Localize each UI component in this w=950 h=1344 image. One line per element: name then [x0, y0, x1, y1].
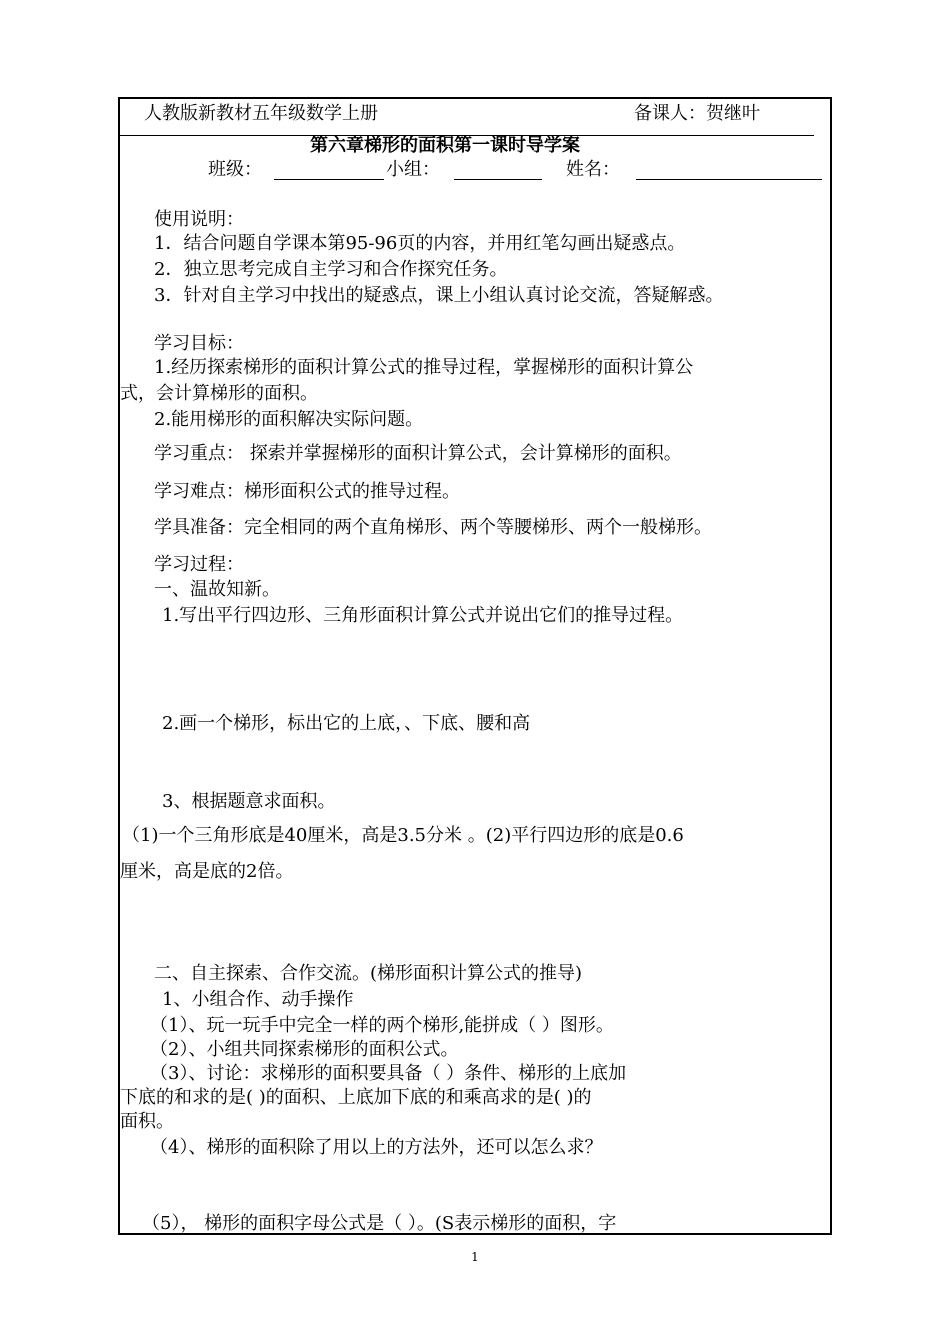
header-left: 人教版新教材五年级数学上册: [144, 103, 378, 124]
usage-item-1: 1．结合问题自学课本第95-96页的内容，并用红笔勾画出疑惑点。: [154, 233, 686, 254]
page-number: 1: [471, 1250, 479, 1264]
goal-2: 2.能用梯形的面积解决实际问题。: [154, 409, 424, 430]
goal-1-line-1: 1.经历探索梯形的面积计算公式的推导过程，掌握梯形的面积计算公: [154, 357, 694, 378]
step-4: （4）、梯形的面积除了用以上的方法外，还可以怎么求？: [150, 1137, 603, 1158]
step-5: （5）， 梯形的面积字母公式是（ ）。(S表示梯形的面积，字: [142, 1213, 617, 1234]
header-right: 备课人：贺继叶: [634, 103, 760, 124]
tools: 学具准备：完全相同的两个直角梯形、两个等腰梯形、两个一般梯形。: [154, 517, 712, 538]
question-1: 1.写出平行四边形、三角形面积计算公式并说出它们的推导过程。: [162, 605, 684, 626]
name-blank[interactable]: [636, 161, 822, 180]
part-2-heading: 二、自主探索、合作交流。(梯形面积计算公式的推导): [154, 963, 583, 984]
part-1-heading: 一、温故知新。: [154, 579, 280, 600]
part-2-sub-1: 1、小组合作、动手操作: [162, 989, 354, 1010]
goals-heading: 学习目标：: [154, 333, 244, 354]
question-2: 2.画一个梯形，标出它的上底，、下底、腰和高: [162, 713, 531, 734]
group-label: 小组：: [386, 159, 440, 180]
step-3-line-2: 下底的和求的是( )的面积、上底加下底的和乘高求的是( )的: [120, 1087, 592, 1108]
worksheet-frame: [118, 97, 832, 1235]
goal-1-line-2: 式，会计算梯形的面积。: [120, 383, 318, 404]
page-title: 第六章梯形的面积第一课时导学案: [310, 135, 580, 156]
class-blank[interactable]: [274, 161, 384, 180]
usage-item-3: 3．针对自主学习中找出的疑惑点，课上小组认真讨论交流，答疑解惑。: [154, 285, 724, 306]
difficulty: 学习难点：梯形面积公式的推导过程。: [154, 481, 460, 502]
class-label: 班级：: [208, 159, 262, 180]
step-3-line-1: （3）、讨论：求梯形的面积要具备（ ）条件、梯形的上底加: [150, 1063, 627, 1084]
question-3-line-1: （1)一个三角形底是40厘米，高是3.5分米 。(2)平行四边形的底是0.6: [122, 825, 684, 846]
step-3-line-3: 面积。: [120, 1111, 174, 1132]
usage-heading: 使用说明：: [154, 209, 244, 230]
process-heading: 学习过程：: [154, 554, 244, 575]
name-label: 姓名：: [566, 159, 620, 180]
step-1: （1）、玩一玩手中完全一样的两个梯形,能拼成（ ）图形。: [150, 1015, 614, 1036]
step-2: （2）、小组共同探索梯形的面积公式。: [150, 1039, 459, 1060]
key-point: 学习重点： 探索并掌握梯形的面积计算公式，会计算梯形的面积。: [154, 443, 682, 464]
question-3: 3、根据题意求面积。: [162, 791, 336, 812]
question-3-line-2: 厘米，高是底的2倍。: [120, 861, 294, 882]
group-blank[interactable]: [454, 161, 542, 180]
usage-item-2: 2．独立思考完成自主学习和合作探究任务。: [154, 259, 508, 280]
